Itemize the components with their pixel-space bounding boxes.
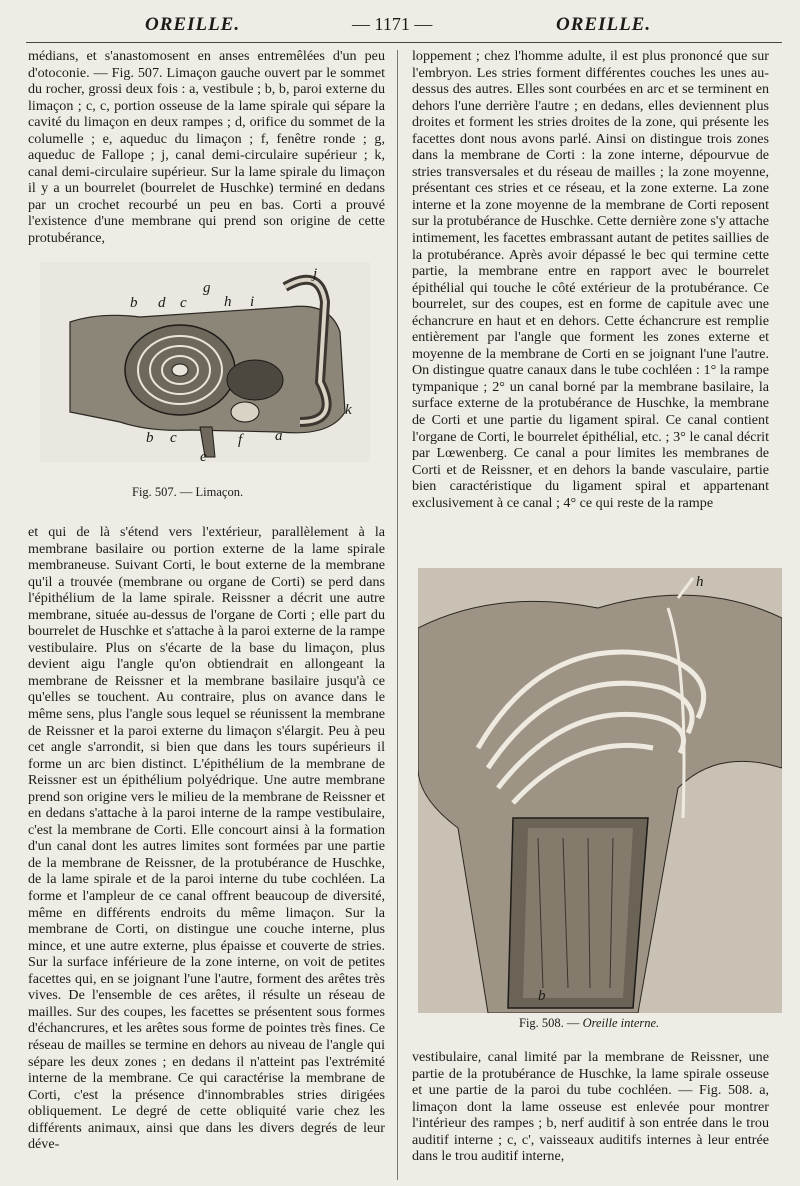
label-b: b [130,295,138,311]
caption-title: Oreille interne. [582,1016,660,1030]
right-column-bottom-text [412,1049,769,1165]
label-g: g [203,280,211,296]
label-b-bottom: b [146,430,154,446]
cochlea-drawing [40,262,370,462]
figure-508-caption [519,1016,659,1031]
page-number: — 1171 — [352,14,433,34]
figure-507-caption: Fig. 507. — Limaçon. [132,485,244,499]
page-header [0,14,800,44]
paragraph: et qui de là s'étend vers l'extérieur, parallèlement à la membrane basilaire ou portion externe de la lame spirale membraneuse. Suivant Corti, le bout externe de la membrane qu'il a trouvée (membrane ou organe de Corti) se perd dans l'épithélium de la lame spirale. Reissner a décrit une autre membrane, située au-dessus de l'organe de Corti ; elle part du bourrelet de Huschke et s'attache à la paroi externe de la rampe vestibulaire. Plus on s'écarte de la base du limaçon, plus devient aigu l'angle qu'on obtiendrait en allongeant la membrane de Reissner et la membrane basilaire jusqu'à ce qu'elles se touchent. Au contraire, plus on avance dans le même sens, plus l'angle sous lequel se réunissent la membrane de Reissner et la paroi externe du limaçon s'élargit. Peu à peu cet angle s'arrondit, si bien que dans les tours supérieurs il forme un arc bien distinct. L'épithélium de la membrane de Reissner est un épithélium polyédrique. Une autre membrane prend son origine vers le milieu de la membrane de Reissner et en dedans s'attache à la paroi interne de la rampe vestibulaire, c'est la membrane de Corti. Elle concourt ainsi à la formation d'un canal dont les autres limites sont formées par une partie de la membrane de Reissner, de la protubérance de Huschke, de la lame spirale et de la paroi interne du tube cochléen. La forme et l'ampleur de ce canal offrent beaucoup de diversité, même en différents endroits du même limaçon. Sur la membrane de Corti, on distingue une couche interne, plus mince, et une autre externe, plus épaisse et couverte de stries. Sur la surface inférieure de la zone interne, on voit de petites facettes qui, en se joignant l'une l'autre, forment des arêtes très vives. De l'ensemble de ces arêtes, il résulte un réseau de mailles. Sur des coupes, les facettes se présentent sous formes d'échancrures, et les arêtes sous forme de pointes très fines. Ce réseau de mailles se termine en dehors au niveau de l'angle qui sépare les deux zones ; en dedans il n'atteint pas l'extrémité interne de la membrane. Ce qui caractérise la membrane de Corti, c'est la présence d'innombrables stries dirigées obliquement. Le degré de cette obliquité varie chez les différents animaux, ainsi que dans les divers degrés de leur déve- [28,524,385,1153]
left-column-top-text [28,48,385,247]
header-rule [26,42,782,43]
caption-prefix: Fig. 508. — [519,1016,580,1030]
column-divider [397,50,398,1180]
label-k: k [345,402,352,418]
left-column-bottom-text [28,524,385,1153]
label-h: h [696,574,704,590]
label-f: f [238,432,243,448]
paragraph: loppement ; chez l'homme adulte, il est plus prononcé que sur l'embryon. Les stries forment différentes couches les unes au-dessus des autres. Elles sont courbées en arc et se terminent en dehors l'une derrière l'autre ; en dedans, elles deviennent plus droites et forment les stries droites de la zone, qui présente les facettes dont nous avons parlé. Ainsi on distingue trois zones dans la membrane de Corti : la zone interne, dépourvue de stries transversales et du réseau de mailles ; la zone moyenne, présentant ces stries et ce réseau, et la zone externe. La zone interne et la zone moyenne de la membrane de Corti reposent sur la protubérance de Huschke. Cette dernière zone s'y attache intimement, les facettes embrassant autant de petites saillies de la protubérance. Après avoir dépassé le bec qui termine cette partie, la membrane entre en rapport avec le bourrelet épithélial qui touche le côté extérieur de la protubérance. Ce bourrelet, sur des coupes, est en forme de capitule avec une échancrure en haut et en dehors. Cette échancrure est remplie entièrement par l'angle que forment les zones externe et moyenne de la membrane de Corti en se joignant l'une l'autre. On distingue quatre canaux dans le tube cochléen : 1° la rampe tympanique ; 2° un canal borné par la membrane basilaire, la surface externe de la protubérance de Huschke, la membrane de Corti et une partie du ligament spiral. Ce canal contient l'organe de Corti, le bourrelet épithélial, etc. ; 3° le canal décrit par Lœwenberg. Ce canal a pour limites les membranes de Corti et de Reissner, et en dehors la bande vasculaire, partie bien caractéristique du ligament spiral et appartenant exclusivement à ce canal ; 4° ce qui reste de la rampe [412,48,769,511]
running-title-right: OREILLE. [556,14,652,35]
figure-507-cochlea-illustration [40,262,370,462]
label-e: e [200,449,207,462]
label-d: d [158,295,166,311]
label-c-bottom: c [170,430,177,446]
running-title-left: OREILLE. [145,14,241,35]
label-c: c [180,295,187,311]
figure-508-inner-ear-illustration [418,568,782,1013]
label-b: b [538,988,546,1004]
label-j: j [313,266,318,282]
inner-ear-drawing [418,568,782,1013]
label-a: a [275,428,283,444]
label-h: h [224,294,232,310]
right-column-top-text [412,48,769,511]
label-i: i [250,294,255,310]
paragraph: médians, et s'anastomosent en anses entremêlées d'un peu d'otoconie. — Fig. 507. Limaçon gauche ouvert par le sommet du rocher, grossi deux fois : a, vestibule ; b, b, paroi externe du limaçon ; c, c, portion osseuse de la lame spirale qui sépare la cavité du limaçon en deux rampes ; d, orifice du sommet de la columelle ; e, aqueduc du limaçon ; f, fenêtre ronde ; g, aqueduc de Fallope ; j, canal demi-circulaire supérieur ; k, canal demi-circulaire supérieur. Sur la lame spirale du limaçon il y a un bourrelet (bourrelet de Huschke) terminé en dedans par un crochet recourbé un peu en bas. Corti a prouvé l'existence d'une membrane qui prend son origine de cette protubérance, [28,48,385,247]
paragraph: vestibulaire, canal limité par la membrane de Reissner, une partie de la protubérance de Huschke, la lame spirale osseuse et une partie de la paroi du tube cochléen. — Fig. 508. a, limaçon dont la lame osseuse est enlevée pour montrer l'intérieur des rampes ; b, nerf auditif à son entrée dans le trou auditif interne ; c, c', vaisseaux auditifs internes à leur entrée dans le trou auditif interne, [412,1049,769,1165]
